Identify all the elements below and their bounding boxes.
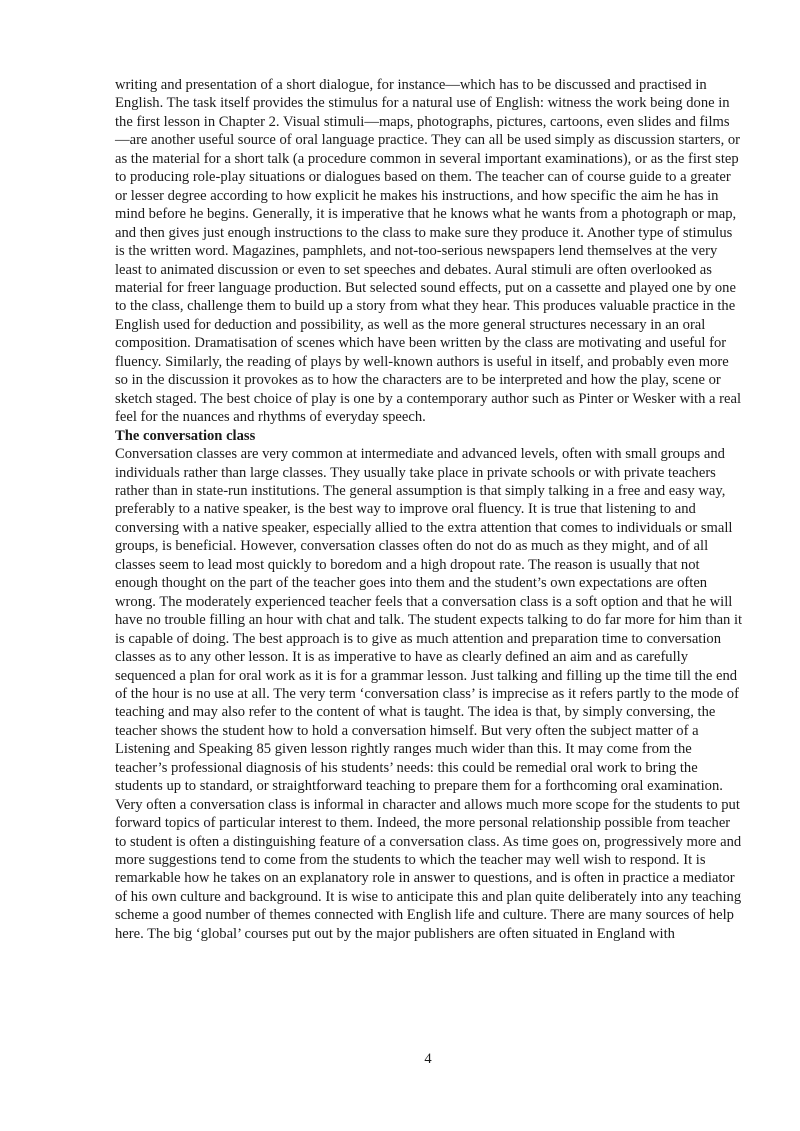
paragraph-visual-stimuli: writing and presentation of a short dialogue, for instance—which has to be discussed and practised in English. The task itself provides the stimulus for a natural use of English: witness the work being done in the first lesson in Chapter 2. Visual stimuli—maps, photographs, pictures, cartoons, even slides and films—are another useful source of oral language practice. They can all be used simply as discussion starters, or as the material for a short talk (a procedure common in several important examinations), or as the first step to producing role-play situations or dialogues based on them. The teacher can of course guide to a greater or lesser degree according to how explicit he makes his instructions, and how specific the aim he has in mind before he begins. Generally, it is imperative that he knows what he wants from a photograph or map, and then gives just enough instructions to the class to make sure they produce it. Another type of stimulus is the written word. Magazines, pamphlets, and not-too-serious newspapers lend themselves at the very least to animated discussion or even to set speeches and debates. Aural stimuli are often overlooked as material for freer language production. But selected sound effects, put on a cassette and played one by one to the class, challenge them to build up a story from what they hear. This produces valuable practice in the English used for deduction and possibility, as well as the more general structures necessary in an oral composition. Dramatisation of scenes which have been written by the class are motivating and useful for fluency. Similarly, the reading of plays by well-known authors is useful in itself, and probably even more so in the discussion it provokes as to how the characters are to be interpreted and how the play, scene or sketch staged. The best choice of play is one by a contemporary author such as Pinter or Wesker with a real feel for the nuances and rhythms of everyday speech. bbox=[115, 77, 742, 426]
document-body bbox=[115, 76, 743, 943]
page-number: 4 bbox=[424, 1051, 432, 1067]
section-heading-conversation-class: The conversation class bbox=[115, 427, 256, 444]
paragraph-conversation-class: Conversation classes are very common at intermediate and advanced levels, often with small groups and individuals rather than large classes. They usually take place in private schools or with private teachers rather than in state-run institutions. The general assumption is that simply talking in a free and easy way, preferably to a native speaker, is the best way to improve oral fluency. It is true that listening to and conversing with a native speaker, especially allied to the extra attention that comes to individuals or small groups, is beneficial. However, conversation classes often do not do as much as they might, and of all classes seem to lead most quickly to boredom and a high dropout rate. The reason is usually that not enough thought on the part of the teacher goes into them and the student’s own expectations are often wrong. The moderately experienced teacher feels that a conversation class is a soft option and that he will have no trouble filling an hour with chat and talk. The student expects talking to do far more for him than it is capable of doing. The best approach is to give as much attention and preparation time to conversation classes as to any other lesson. It is as imperative to have as clearly defined an aim and as carefully sequenced a plan for oral work as it is for a grammar lesson. Just talking and filling up the time till the end of the hour is no use at all. The very term ‘conversation class’ is imprecise as it refers partly to the mode of teaching and may also refer to the content of what is taught. The idea is that, by simply conversing, the teacher shows the student how to hold a conversation himself. But very often the subject matter of a Listening and Speaking 85 given lesson rightly ranges much wider than this. It may come from the teacher’s professional diagnosis of his students’ needs: this could be remedial oral work to bring the students up to standard, or straightforward teaching to prepare them for a forthcoming oral examination. Very often a conversation class is informal in character and allows much more scope for the students to put forward topics of particular interest to them. Indeed, the more personal relationship possible from teacher to student is often a distinguishing feature of a conversation class. As time goes on, progressively more and more suggestions tend to come from the students to which the teacher may well wish to respond. It is remarkable how he takes on an explanatory role in answer to questions, and is often in practice a mediator of his own culture and background. It is wise to anticipate this and plan quite deliberately into any teaching scheme a good number of themes connected with English life and culture. There are many sources of help here. The big ‘global’ courses put out by the major publishers are often situated in England with bbox=[115, 446, 743, 942]
